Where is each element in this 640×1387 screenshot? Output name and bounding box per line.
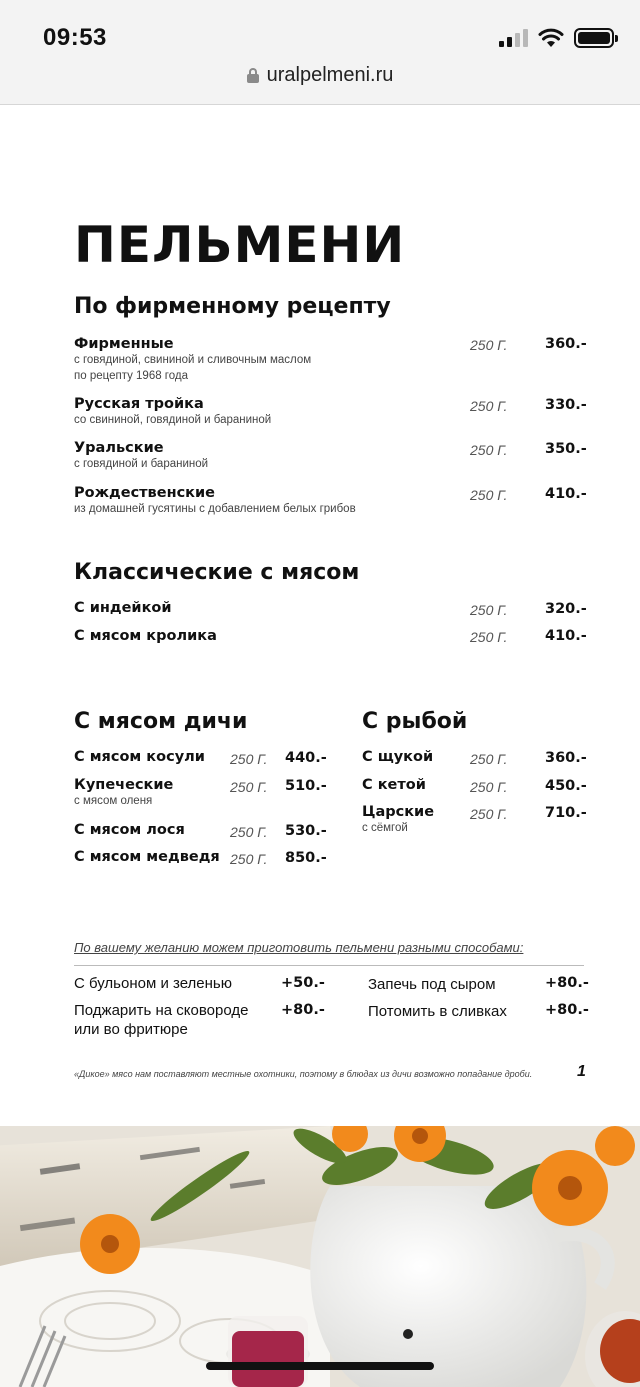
options-note: По вашему желанию можем приготовить пельмени разными способами: [74,940,524,955]
section-title-signature: По фирменному рецепту [74,294,391,319]
menu-item: С кетой [362,777,426,793]
option-price: +80.- [281,1002,325,1018]
menu-item: Купеческие с мясом оленя [74,777,174,807]
item-price: 410.- [545,486,587,502]
page-number: 1 [577,1063,586,1080]
item-price: 850.- [285,850,327,866]
menu-item: С мясом лося [74,822,185,838]
menu-item: С мясом медведя [74,849,220,865]
item-weight: 250 Г. [470,398,508,414]
item-weight: 250 Г. [470,779,508,795]
option-label: Поджарить на сковороде или во фритюре [74,1002,249,1038]
item-price: 530.- [285,823,327,839]
item-price: 330.- [545,397,587,413]
item-price: 440.- [285,750,327,766]
section-title-classic: Классические с мясом [74,560,360,585]
wifi-icon [538,28,564,48]
menu-item: С индейкой [74,600,172,616]
lock-icon [247,68,259,83]
menu-item: С мясом кролика [74,628,217,644]
menu-item: Рождественские из домашней гусятины с добавлением белых грибов [74,485,356,515]
status-icons [499,26,614,50]
menu-item: С мясом косули [74,749,205,765]
menu-item: Уральские с говядиной и бараниной [74,440,209,470]
divider [74,965,584,966]
menu-item: Русская тройка со свининой, говядиной и бараниной [74,396,272,426]
item-weight: 250 Г. [470,337,508,353]
item-weight: 250 Г. [470,442,508,458]
item-weight: 250 Г. [470,806,508,822]
item-weight: 250 Г. [470,602,508,618]
menu-item: С щукой [362,749,434,765]
item-weight: 250 Г. [470,751,508,767]
item-price: 320.- [545,601,587,617]
url-text: uralpelmeni.ru [266,64,394,86]
status-time: 09:53 [43,24,107,51]
option-price: +80.- [545,1002,589,1018]
item-weight: 250 Г. [230,751,268,767]
page-title: ПЕЛЬМЕНИ [74,216,406,274]
item-price: 410.- [545,628,587,644]
item-weight: 250 Г. [470,487,508,503]
item-price: 450.- [545,778,587,794]
section-title-fish: С рыбой [362,709,468,734]
option-label: Потомить в сливках [368,1003,507,1020]
item-price: 360.- [545,750,587,766]
item-price: 510.- [285,778,327,794]
option-label: Запечь под сыром [368,976,496,993]
signal-icon [499,29,528,47]
item-weight: 250 Г. [230,851,268,867]
option-price: +50.- [281,975,325,991]
url-bar[interactable] [0,64,640,87]
menu-item: Фирменные с говядиной, свининой и сливочным маслом по рецепту 1968 года [74,336,312,382]
option-label: С бульоном и зеленью [74,975,232,992]
decorative-photo [0,1126,640,1387]
home-indicator[interactable] [206,1362,434,1370]
item-price: 360.- [545,336,587,352]
item-price: 710.- [545,805,587,821]
item-weight: 250 Г. [230,779,268,795]
option-price: +80.- [545,975,589,991]
menu-page [0,106,640,1110]
section-title-game: С мясом дичи [74,709,248,734]
battery-icon [574,28,614,48]
browser-top-bar [0,0,640,105]
food-table-illustration [0,1126,640,1387]
menu-item: Царские с сёмгой [362,804,435,834]
item-weight: 250 Г. [230,824,268,840]
item-price: 350.- [545,441,587,457]
footnote: «Дикое» мясо нам поставляют местные охотники, поэтому в блюдах из дичи возможно попадание дроби. [74,1069,533,1079]
item-weight: 250 Г. [470,629,508,645]
